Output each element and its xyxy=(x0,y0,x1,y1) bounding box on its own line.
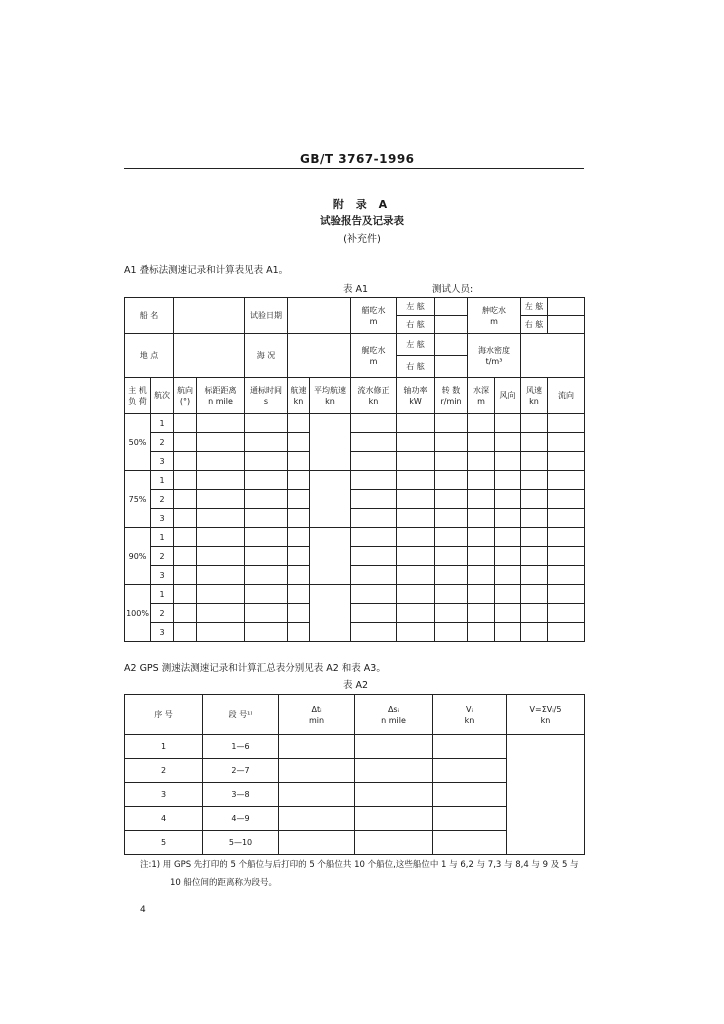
a1-cell xyxy=(197,547,245,566)
a1-cell xyxy=(548,452,585,471)
a1-cell xyxy=(288,547,310,566)
a1-cell xyxy=(397,433,435,452)
run-number: 2 xyxy=(151,547,174,566)
a1-cell xyxy=(245,452,288,471)
a1-cell xyxy=(521,509,548,528)
a1-cell xyxy=(521,452,548,471)
a1-cell xyxy=(197,623,245,642)
a1-col-header-name: 流向 xyxy=(558,391,575,400)
a1-cell xyxy=(288,490,310,509)
a1-cell xyxy=(351,547,397,566)
a2-segment: 2—7 xyxy=(203,759,279,783)
fore-left-value xyxy=(435,298,468,316)
fore-draft-unit: m xyxy=(369,316,378,326)
a1-col-header-unit: n mile xyxy=(208,396,233,406)
a1-cell xyxy=(174,414,197,433)
fore-left-label: 左 舷 xyxy=(397,298,435,316)
a2-row xyxy=(125,735,585,759)
a1-col-header-name: 平均航速 xyxy=(314,385,347,395)
a2-cell xyxy=(355,783,433,807)
a2-cell xyxy=(279,735,355,759)
a2-cell xyxy=(279,831,355,855)
a1-cell xyxy=(351,490,397,509)
a1-cell xyxy=(548,471,585,490)
aft-right-value xyxy=(435,356,468,378)
a1-cell xyxy=(245,528,288,547)
a1-cell xyxy=(288,566,310,585)
run-number: 2 xyxy=(151,490,174,509)
a1-intro: A1 叠标法测速记录和计算表见表 A1。 xyxy=(124,265,289,276)
a1-col-header xyxy=(435,378,468,414)
a1-cell xyxy=(495,604,521,623)
a1-cell xyxy=(245,471,288,490)
run-number: 3 xyxy=(151,509,174,528)
a1-cell xyxy=(245,623,288,642)
a2-cell xyxy=(355,807,433,831)
a1-row xyxy=(125,566,585,585)
a1-cell xyxy=(468,452,495,471)
a1-cell xyxy=(351,433,397,452)
a2-cell xyxy=(433,759,507,783)
a2-cell xyxy=(433,735,507,759)
a1-cell xyxy=(468,566,495,585)
a1-cell xyxy=(174,623,197,642)
a1-cell xyxy=(435,623,468,642)
run-number: 3 xyxy=(151,566,174,585)
a1-cell xyxy=(351,528,397,547)
a1-cell xyxy=(197,604,245,623)
a1-cell xyxy=(197,433,245,452)
a1-col-header-unit: kn xyxy=(293,396,304,406)
a1-row xyxy=(125,509,585,528)
table-a2 xyxy=(124,694,585,855)
mid-left-value xyxy=(548,298,585,316)
a2-col-header xyxy=(203,695,279,735)
a1-cell xyxy=(288,414,310,433)
a1-col-header-unit: m xyxy=(477,396,485,406)
a1-cell xyxy=(548,604,585,623)
a1-cell xyxy=(288,433,310,452)
aft-right-label: 右 舷 xyxy=(397,356,435,378)
a1-cell xyxy=(310,471,351,528)
run-number: 3 xyxy=(151,623,174,642)
a2-col-header xyxy=(125,695,203,735)
a1-cell xyxy=(288,452,310,471)
a1-cell xyxy=(468,623,495,642)
a1-cell xyxy=(435,585,468,604)
a1-cell xyxy=(310,414,351,471)
a1-cell xyxy=(495,566,521,585)
a1-cell xyxy=(310,585,351,642)
a1-cell xyxy=(174,547,197,566)
a1-col-header xyxy=(197,378,245,414)
a1-row xyxy=(125,604,585,623)
a2-segment: 3—8 xyxy=(203,783,279,807)
run-number: 3 xyxy=(151,452,174,471)
aft-left-value xyxy=(435,334,468,356)
a1-cell xyxy=(468,471,495,490)
a1-cell xyxy=(397,528,435,547)
a2-col-header-name: Δtᵢ xyxy=(311,704,322,714)
a1-cell xyxy=(435,490,468,509)
a1-cell xyxy=(521,566,548,585)
a1-col-header-unit: kn xyxy=(368,396,379,406)
a1-cell xyxy=(435,452,468,471)
a1-cell xyxy=(351,566,397,585)
footnote-line-2: 10 船位间的距离称为段号。 xyxy=(170,878,278,888)
a1-cell xyxy=(468,604,495,623)
fore-draft-text: 艏吃水 xyxy=(361,305,386,315)
a1-cell xyxy=(495,490,521,509)
a1-cell xyxy=(435,547,468,566)
appendix-title: 附 录 A xyxy=(332,198,392,211)
a2-mean-speed-cell xyxy=(507,735,585,855)
a2-cell xyxy=(279,783,355,807)
density-unit: t/m³ xyxy=(485,356,503,366)
a1-cell xyxy=(435,471,468,490)
a1-cell xyxy=(397,509,435,528)
a1-row xyxy=(125,528,585,547)
a2-col-header-name: 序 号 xyxy=(154,710,173,719)
a1-cell xyxy=(521,490,548,509)
a1-cell xyxy=(174,490,197,509)
load-label: 50% xyxy=(125,414,151,471)
a1-cell xyxy=(351,471,397,490)
a2-col-header-name: Vᵢ xyxy=(466,704,473,714)
a1-col-header-name: 风向 xyxy=(499,391,516,400)
a1-cell xyxy=(435,509,468,528)
a1-cell xyxy=(197,566,245,585)
sea-state-label: 海 况 xyxy=(245,334,288,378)
mid-draft-unit: m xyxy=(490,316,498,326)
a1-cell xyxy=(495,471,521,490)
mid-left-label: 左 舷 xyxy=(521,298,548,316)
a1-cell xyxy=(397,414,435,433)
a1-col-header-unit: kW xyxy=(409,396,422,406)
a1-cell xyxy=(548,433,585,452)
a1-cell xyxy=(495,528,521,547)
a1-row xyxy=(125,623,585,642)
a1-cell xyxy=(521,471,548,490)
a1-cell xyxy=(548,623,585,642)
a2-cell xyxy=(355,735,433,759)
a1-cell xyxy=(548,547,585,566)
a1-cell xyxy=(495,433,521,452)
a2-row-number: 2 xyxy=(125,759,203,783)
a1-cell xyxy=(197,509,245,528)
density-label xyxy=(468,334,521,378)
a1-cell xyxy=(245,433,288,452)
mid-draft-text: 舯吃水 xyxy=(482,305,507,315)
a2-intro: A2 GPS 测速法测速记录和计算汇总表分别见表 A2 和表 A3。 xyxy=(124,663,386,674)
a2-col-header xyxy=(433,695,507,735)
a1-cell xyxy=(397,566,435,585)
a1-cell xyxy=(245,585,288,604)
a1-col-header-name: 流水修正 xyxy=(357,385,390,395)
a1-cell xyxy=(521,414,548,433)
tester-label: 测试人员: xyxy=(432,284,474,295)
a1-cell xyxy=(468,433,495,452)
a1-cell xyxy=(468,414,495,433)
a2-segment: 4—9 xyxy=(203,807,279,831)
a1-cell xyxy=(468,528,495,547)
a1-col-header xyxy=(495,378,521,414)
a1-col-header-name: 水深 xyxy=(473,385,490,395)
a2-cell xyxy=(433,807,507,831)
a1-cell xyxy=(174,566,197,585)
a1-cell xyxy=(495,585,521,604)
a1-row xyxy=(125,471,585,490)
test-date-label: 试验日期 xyxy=(245,298,288,334)
a2-col-header-unit: min xyxy=(308,715,325,725)
a1-cell xyxy=(351,623,397,642)
a1-cell xyxy=(197,471,245,490)
a1-col-header xyxy=(521,378,548,414)
a2-segment: 5—10 xyxy=(203,831,279,855)
a1-col-header-name: 通标时间 xyxy=(250,385,283,395)
a1-cell xyxy=(548,414,585,433)
run-number: 2 xyxy=(151,604,174,623)
a1-cell xyxy=(288,623,310,642)
a2-col-header-unit: kn xyxy=(464,715,475,725)
appendix-subtitle: 试验报告及记录表 xyxy=(320,215,404,227)
a1-cell xyxy=(174,528,197,547)
a1-cell xyxy=(495,509,521,528)
a1-col-header-name: 轴功率 xyxy=(403,385,428,395)
a1-col-header-name: 航向 xyxy=(177,385,194,395)
a1-col-header-unit: kn xyxy=(529,396,539,406)
a1-cell xyxy=(288,585,310,604)
a1-col-header-unit: kn xyxy=(325,396,335,406)
footnote-line-1: 注:1) 用 GPS 先打印的 5 个船位与后打印的 5 个船位共 10 个船位,这些船位中 1 与 6,2 与 7,3 与 8,4 与 9 及 5 与 xyxy=(140,860,579,870)
a1-col-header xyxy=(151,378,174,414)
a1-cell xyxy=(521,604,548,623)
a2-cell xyxy=(433,783,507,807)
a2-cell xyxy=(279,759,355,783)
a1-cell xyxy=(288,509,310,528)
fore-right-label: 右 舷 xyxy=(397,316,435,334)
page-number: 4 xyxy=(140,905,146,915)
a1-cell xyxy=(397,471,435,490)
a1-cell xyxy=(397,547,435,566)
a1-cell xyxy=(495,547,521,566)
a1-cell xyxy=(174,452,197,471)
a1-cell xyxy=(397,623,435,642)
a1-cell xyxy=(468,585,495,604)
a1-cell xyxy=(351,585,397,604)
a2-row-number: 4 xyxy=(125,807,203,831)
a2-row-number: 1 xyxy=(125,735,203,759)
a1-col-header xyxy=(310,378,351,414)
a1-cell xyxy=(521,547,548,566)
a1-cell xyxy=(197,490,245,509)
a1-cell xyxy=(397,490,435,509)
a1-cell xyxy=(197,585,245,604)
run-number: 1 xyxy=(151,471,174,490)
a1-cell xyxy=(495,414,521,433)
a1-cell xyxy=(245,604,288,623)
a1-col-header xyxy=(468,378,495,414)
a1-col-header-name: 标距距离 xyxy=(204,385,237,395)
a1-col-header-unit: 负 荷 xyxy=(128,396,147,406)
a1-cell xyxy=(397,452,435,471)
a1-cell xyxy=(548,490,585,509)
a1-cell xyxy=(521,433,548,452)
a1-cell xyxy=(174,585,197,604)
a2-cell xyxy=(355,831,433,855)
a1-col-header xyxy=(174,378,197,414)
a1-col-header xyxy=(125,378,151,414)
a1-cell xyxy=(495,452,521,471)
a1-cell xyxy=(245,547,288,566)
a1-cell xyxy=(521,528,548,547)
a1-cell xyxy=(435,433,468,452)
a2-row-number: 3 xyxy=(125,783,203,807)
load-label: 75% xyxy=(125,471,151,528)
a1-cell xyxy=(245,414,288,433)
density-value xyxy=(521,334,585,378)
aft-left-label: 左 舷 xyxy=(397,334,435,356)
a1-cell xyxy=(310,528,351,585)
a2-col-header xyxy=(507,695,585,735)
load-label: 100% xyxy=(125,585,151,642)
a1-cell xyxy=(435,528,468,547)
a1-cell xyxy=(521,585,548,604)
table-a1-title: 表 A1 xyxy=(343,284,369,295)
a2-col-header-name: Δsᵢ xyxy=(387,704,400,714)
a1-row xyxy=(125,433,585,452)
a2-col-header-name: V=ΣVᵢ/5 xyxy=(529,704,562,714)
a2-col-header xyxy=(355,695,433,735)
header-rule xyxy=(124,168,584,169)
a1-col-header xyxy=(351,378,397,414)
a2-col-header xyxy=(279,695,355,735)
a1-row xyxy=(125,490,585,509)
a1-cell xyxy=(548,585,585,604)
a1-cell xyxy=(351,414,397,433)
a1-cell xyxy=(288,604,310,623)
aft-draft-label xyxy=(351,334,397,378)
a1-cell xyxy=(435,566,468,585)
a1-cell xyxy=(468,490,495,509)
a2-segment: 1—6 xyxy=(203,735,279,759)
a1-row xyxy=(125,547,585,566)
a1-col-header xyxy=(548,378,585,414)
a1-cell xyxy=(521,623,548,642)
a1-cell xyxy=(495,623,521,642)
a2-cell xyxy=(279,807,355,831)
a1-row xyxy=(125,414,585,433)
standard-number: GB/T 3767-1996 xyxy=(300,152,415,166)
a1-cell xyxy=(435,604,468,623)
mid-right-label: 右 舷 xyxy=(521,316,548,334)
ship-name-value xyxy=(174,298,245,334)
a1-cell xyxy=(351,452,397,471)
a1-col-header-name: 风速 xyxy=(526,385,543,395)
a1-cell xyxy=(435,414,468,433)
a2-cell xyxy=(433,831,507,855)
a1-col-header-name: 航次 xyxy=(154,391,170,400)
a1-cell xyxy=(245,490,288,509)
a1-row xyxy=(125,585,585,604)
run-number: 2 xyxy=(151,433,174,452)
a1-cell xyxy=(245,566,288,585)
run-number: 1 xyxy=(151,528,174,547)
table-a2-title: 表 A2 xyxy=(343,680,369,691)
a2-cell xyxy=(355,759,433,783)
a1-cell xyxy=(174,604,197,623)
a1-cell xyxy=(197,528,245,547)
a1-cell xyxy=(174,509,197,528)
a1-cell xyxy=(174,433,197,452)
fore-draft-label xyxy=(351,298,397,334)
a1-cell xyxy=(468,509,495,528)
a1-col-header xyxy=(288,378,310,414)
a1-cell xyxy=(288,471,310,490)
fore-right-value xyxy=(435,316,468,334)
a1-cell xyxy=(397,604,435,623)
a1-cell xyxy=(174,471,197,490)
a1-col-header-name: 转 数 xyxy=(441,385,461,395)
a1-cell xyxy=(397,585,435,604)
run-number: 1 xyxy=(151,414,174,433)
location-label: 地 点 xyxy=(125,334,174,378)
appendix-note: (补充件) xyxy=(343,234,381,245)
load-label: 90% xyxy=(125,528,151,585)
a1-col-header-unit: r/min xyxy=(440,396,462,406)
location-value xyxy=(174,334,245,378)
mid-draft-label xyxy=(468,298,521,334)
a1-row xyxy=(125,452,585,471)
a1-col-header-name: 航速 xyxy=(290,385,307,395)
mid-right-value xyxy=(548,316,585,334)
aft-draft-text: 艉吃水 xyxy=(361,345,386,355)
a2-row-number: 5 xyxy=(125,831,203,855)
ship-name-label: 船 名 xyxy=(125,298,174,334)
a1-col-header-unit: s xyxy=(263,396,269,406)
a1-cell xyxy=(548,509,585,528)
a2-col-header-unit: n mile xyxy=(381,715,406,725)
sea-state-value xyxy=(288,334,351,378)
density-text: 海水密度 xyxy=(478,345,511,355)
a1-cell xyxy=(197,452,245,471)
a1-cell xyxy=(197,414,245,433)
a2-col-header-name: 段 号¹⁾ xyxy=(228,710,253,719)
a1-col-header xyxy=(397,378,435,414)
test-date-value xyxy=(288,298,351,334)
a1-col-header-name: 主 机 xyxy=(128,385,147,395)
a1-cell xyxy=(245,509,288,528)
run-number: 1 xyxy=(151,585,174,604)
a1-cell xyxy=(468,547,495,566)
a1-cell xyxy=(351,604,397,623)
a1-col-header xyxy=(245,378,288,414)
aft-draft-unit: m xyxy=(369,356,378,366)
a1-cell xyxy=(548,528,585,547)
a1-cell xyxy=(351,509,397,528)
table-a1 xyxy=(124,297,585,642)
a2-col-header-unit: kn xyxy=(540,715,551,725)
a1-cell xyxy=(288,528,310,547)
a1-col-header-unit: (°) xyxy=(179,396,191,406)
a1-cell xyxy=(548,566,585,585)
